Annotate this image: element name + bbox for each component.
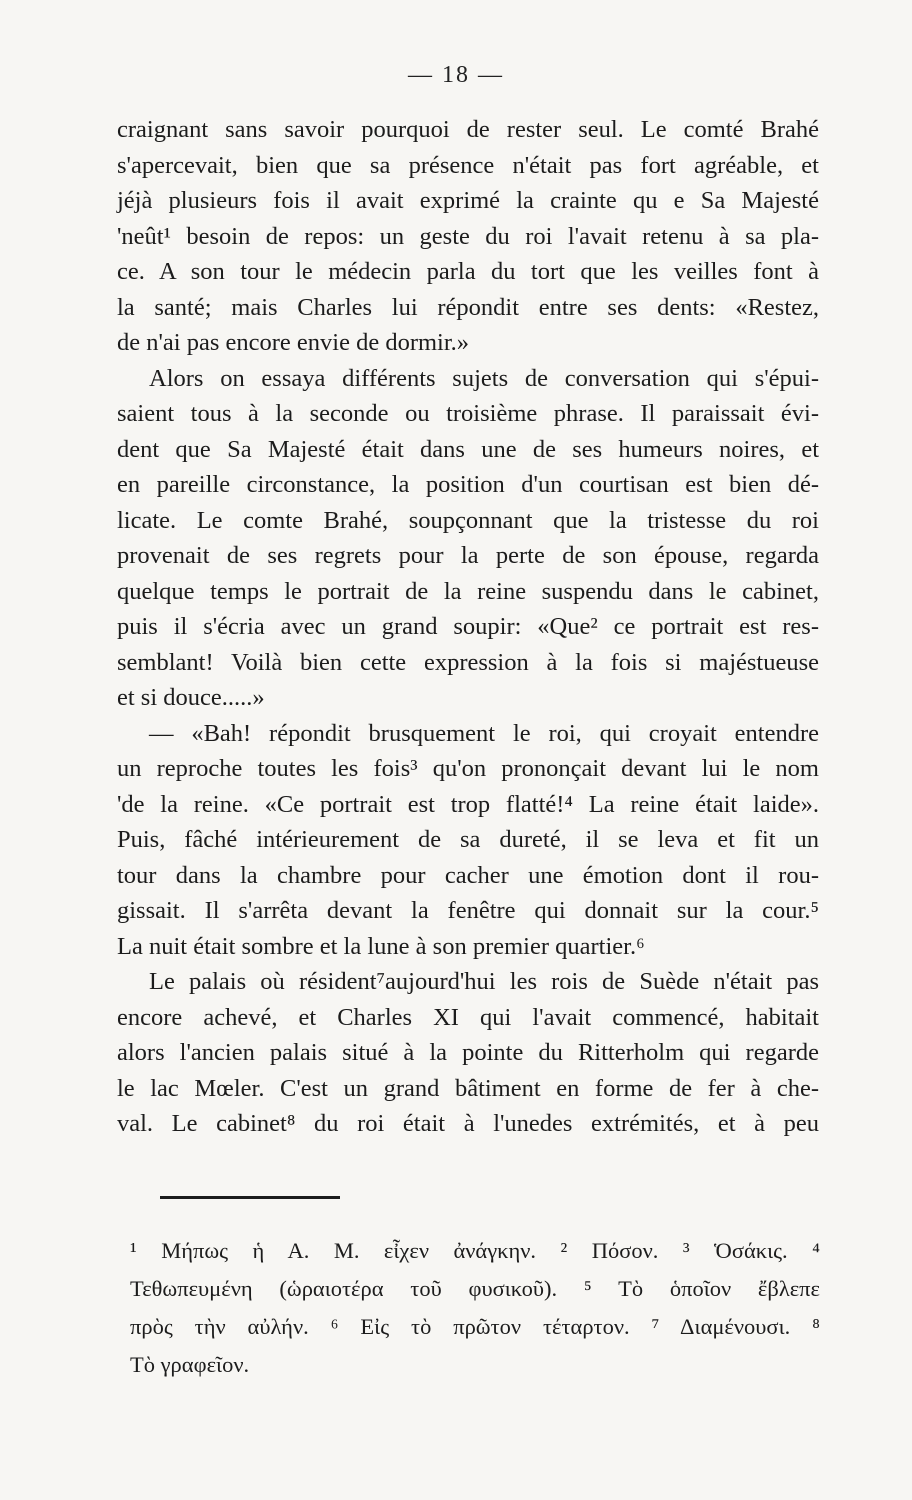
- text-line: La nuit était sombre et la lune à son premier quartier.⁶: [117, 932, 645, 960]
- text-line: semblant! Voilà bien cette expression à la fois si majéstueuse: [117, 648, 819, 676]
- page-number: — 18 —: [408, 62, 504, 88]
- text-line: alors l'ancien palais situé à la pointe du Ritterholm qui regarde: [117, 1039, 819, 1066]
- footnote-separator: [160, 1196, 340, 1199]
- text-line: 'de la reine. «Ce portrait est trop flatté!⁴ La reine était laide».: [117, 790, 819, 818]
- text-line: provenait de ses regrets pour la perte de son épouse, regarda: [117, 542, 819, 569]
- text-line: la santé; mais Charles lui répondit entre ses dents: «Restez,: [117, 293, 819, 321]
- text-line: Le palais où résident⁷aujourd'hui les rois de Suède n'était pas: [149, 968, 819, 995]
- footnote-line: πρὸς τὴν αὐλήν. ⁶ Εἰς τὸ πρῶτον τέταρτον. ⁷ Διαμένουσι. ⁸: [130, 1314, 820, 1339]
- footnote-line: ¹ Μήπως ἡ Α. Μ. εἶχεν ἀνάγκην. ² Πόσον. ³ Ὁσάκις. ⁴: [130, 1238, 820, 1263]
- text-line: s'apercevait, bien que sa présence n'était pas fort agréable, et: [117, 151, 819, 179]
- text-line: puis il s'écria avec un grand soupir: «Que² ce portrait est res-: [117, 613, 819, 640]
- text-line: le lac Mœler. C'est un grand bâtiment en forme de fer à che-: [117, 1074, 819, 1102]
- text-line: en pareille circonstance, la position d'un courtisan est bien dé-: [117, 471, 819, 498]
- text-line: de n'ai pas encore envie de dormir.»: [117, 329, 470, 356]
- text-line: et si douce.....»: [117, 684, 265, 711]
- footnotes: [130, 1232, 820, 1384]
- footnote-line: Τεθωπευμένη (ὡραιοτέρα τοῦ φυσικοῦ). ⁵ Τὸ ὁποῖον ἔβλεπε: [130, 1276, 820, 1301]
- text-line: encore achevé, et Charles XI qui l'avait commencé, habitait: [117, 1003, 819, 1031]
- text-line: jéjà plusieurs fois il avait exprimé la crainte qu e Sa Majesté: [117, 187, 819, 214]
- text-line: Alors on essaya différents sujets de conversation qui s'épui-: [149, 364, 819, 392]
- text-line: — «Bah! répondit brusquement le roi, qui croyait entendre: [149, 719, 819, 747]
- text-line: Puis, fâché intérieurement de sa dureté, il se leva et fit un: [117, 826, 819, 853]
- text-line: ce. A son tour le médecin parla du tort que les veilles font à: [117, 258, 819, 285]
- text-line: dent que Sa Majesté était dans une de ses humeurs noires, et: [117, 435, 819, 463]
- text-line: un reproche toutes les fois³ qu'on prononçait devant lui le nom: [117, 755, 819, 782]
- text-line: quelque temps le portrait de la reine suspendu dans le cabinet,: [117, 577, 819, 605]
- footnote-line: Τὸ γραφεῖον.: [130, 1352, 250, 1377]
- text-line: 'neût¹ besoin de repos: un geste du roi l'avait retenu à sa pla-: [117, 222, 819, 250]
- text-line: gissait. Il s'arrêta devant la fenêtre qui donnait sur la cour.⁵: [117, 897, 819, 924]
- text-line: tour dans la chambre pour cacher une émotion dont il rou-: [117, 861, 819, 889]
- body-text: [117, 112, 819, 1142]
- text-line: craignant sans savoir pourquoi de rester seul. Le comté Brahé: [117, 116, 819, 143]
- text-line: licate. Le comte Brahé, soupçonnant que la tristesse du roi: [117, 506, 819, 534]
- text-line: saient tous à la seconde ou troisième phrase. Il paraissait évi-: [117, 400, 819, 427]
- text-line: val. Le cabinet⁸ du roi était à l'unedes extrémités, et à peu: [117, 1110, 819, 1137]
